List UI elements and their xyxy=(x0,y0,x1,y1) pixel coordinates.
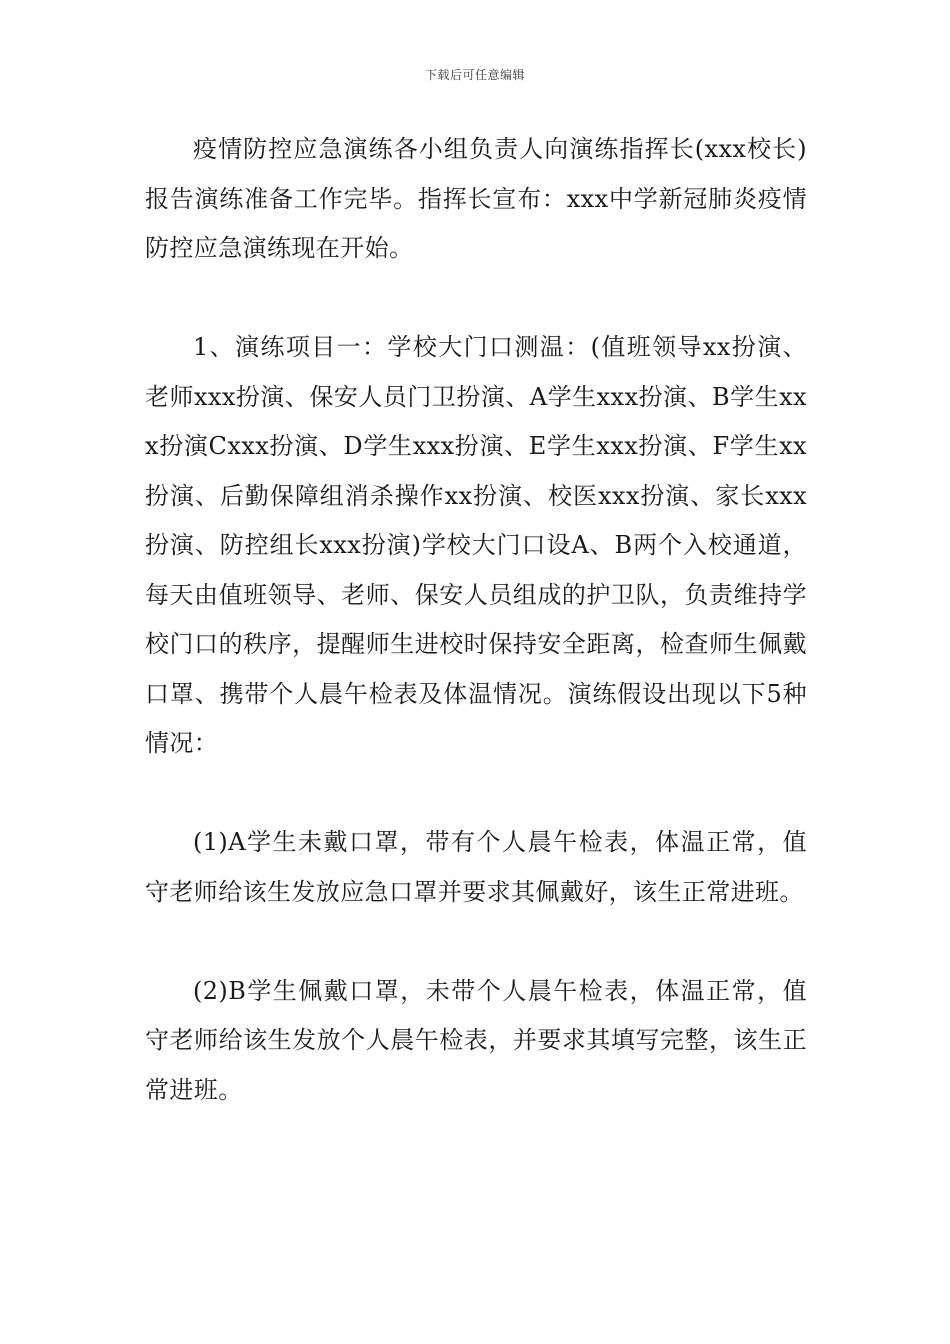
document-body xyxy=(145,125,807,1115)
header-note: 下载后可任意编辑 xyxy=(424,68,525,82)
paragraph-case-2: (2)B学生佩戴口罩，未带个人晨午检表，体温正常，值守老师给该生发放个人晨午检表，并要求其填写完整，该生正常进班。 xyxy=(145,976,807,1104)
paragraph-drill-item-one: 1、演练项目一：学校大门口测温：(值班领导xx扮演、老师xxx扮演、保安人员门卫扮演、A学生xxx扮演、B学生xxx扮演Cxxx扮演、D学生xxx扮演、E学生xxx扮演、F学生xx扮演、后勤保障组消杀操作xx扮演、校医xxx扮演、家长xxx扮演、防控组长xxx扮演)学校大门口设A、B两个入校通道，每天由值班领导、老师、保安人员组成的护卫队，负责维持学校门口的秩序，提醒师生进校时保持安全距离，检查师生佩戴口罩、携带个人晨午检表及体温情况。演练假设出现以下5种情况： xyxy=(145,333,807,757)
paragraph-drill-start: 疫情防控应急演练各小组负责人向演练指挥长(xxx校长)报告演练准备工作完毕。指挥长宣布：xxx中学新冠肺炎疫情防控应急演练现在开始。 xyxy=(145,135,807,262)
paragraph-case-1: (1)A学生未戴口罩，带有个人晨午检表，体温正常，值守老师给该生发放应急口罩并要求其佩戴好，该生正常进班。 xyxy=(145,828,807,906)
